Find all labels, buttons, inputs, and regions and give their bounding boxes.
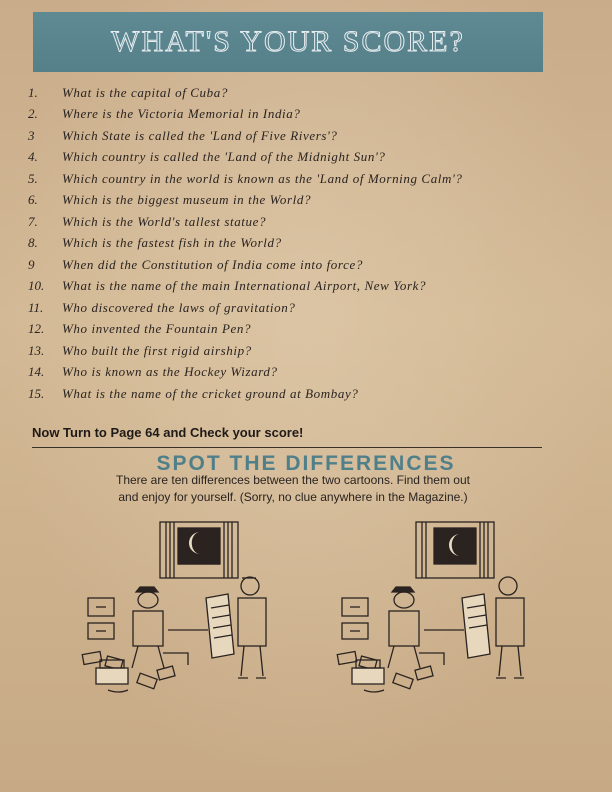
quiz-item	[28, 340, 548, 362]
quiz-question: When did the Constitution of India come into force?	[62, 256, 363, 272]
spot-differences-description	[58, 472, 528, 506]
quiz-number: 13.	[28, 342, 45, 358]
cartoon-illustration	[78, 518, 278, 704]
spot-differences-title: SPOT THE DIFFERENCES	[156, 452, 456, 475]
quiz-item	[28, 233, 548, 255]
score-instruction: Now Turn to Page 64 and Check your score!	[32, 425, 304, 440]
quiz-item	[28, 297, 548, 319]
page-title: WHAT'S YOUR SCORE?	[111, 25, 465, 58]
divider	[32, 447, 542, 448]
quiz-question: Which country is called the 'Land of the Midnight Sun'?	[62, 149, 386, 165]
quiz-item	[28, 383, 548, 405]
quiz-number: 7.	[28, 213, 38, 229]
title-banner	[33, 12, 543, 72]
cartoon-illustration	[330, 518, 535, 704]
quiz-number: 8.	[28, 235, 38, 251]
quiz-question: What is the capital of Cuba?	[62, 84, 228, 100]
quiz-item	[28, 211, 548, 233]
quiz-number: 4.	[28, 149, 38, 165]
quiz-question: Which State is called the 'Land of Five Rivers'?	[62, 127, 338, 143]
quiz-number: 10.	[28, 278, 45, 294]
quiz-question: Who is known as the Hockey Wizard?	[62, 364, 278, 380]
quiz-item	[28, 168, 548, 190]
quiz-item	[28, 254, 548, 276]
quiz-item	[28, 104, 548, 126]
quiz-question: Who built the first rigid airship?	[62, 342, 252, 358]
quiz-question: What is the name of the cricket ground at Bombay?	[62, 385, 359, 401]
quiz-question: Where is the Victoria Memorial in India?	[62, 106, 301, 122]
quiz-question: Who invented the Fountain Pen?	[62, 321, 252, 337]
quiz-question: What is the name of the main International Airport, New York?	[62, 278, 427, 294]
cartoon-right	[330, 518, 535, 704]
quiz-item	[28, 276, 548, 298]
quiz-item	[28, 82, 548, 104]
quiz-question: Which is the fastest fish in the World?	[62, 235, 282, 251]
quiz-number: 6.	[28, 192, 38, 208]
quiz-number: 14.	[28, 364, 45, 380]
quiz-number: 12.	[28, 321, 45, 337]
quiz-number: 2.	[28, 106, 38, 122]
cartoon-left	[78, 518, 278, 704]
quiz-question: Which is the biggest museum in the World?	[62, 192, 312, 208]
quiz-question: Who discovered the laws of gravitation?	[62, 299, 296, 315]
quiz-list	[28, 82, 548, 405]
quiz-number: 15.	[28, 385, 45, 401]
quiz-item	[28, 362, 548, 384]
description-line: There are ten differences between the two cartoons. Find them out	[116, 473, 470, 487]
quiz-number: 9	[28, 256, 35, 272]
quiz-item	[28, 319, 548, 341]
description-line: and enjoy for yourself. (Sorry, no clue anywhere in the Magazine.)	[118, 490, 468, 504]
quiz-number: 3	[28, 127, 35, 143]
quiz-item	[28, 190, 548, 212]
quiz-question: Which country in the world is known as the 'Land of Morning Calm'?	[62, 170, 463, 186]
quiz-question: Which is the World's tallest statue?	[62, 213, 267, 229]
quiz-number: 5.	[28, 170, 38, 186]
quiz-number: 11.	[28, 299, 44, 315]
quiz-number: 1.	[28, 84, 38, 100]
quiz-item	[28, 147, 548, 169]
quiz-item	[28, 125, 548, 147]
